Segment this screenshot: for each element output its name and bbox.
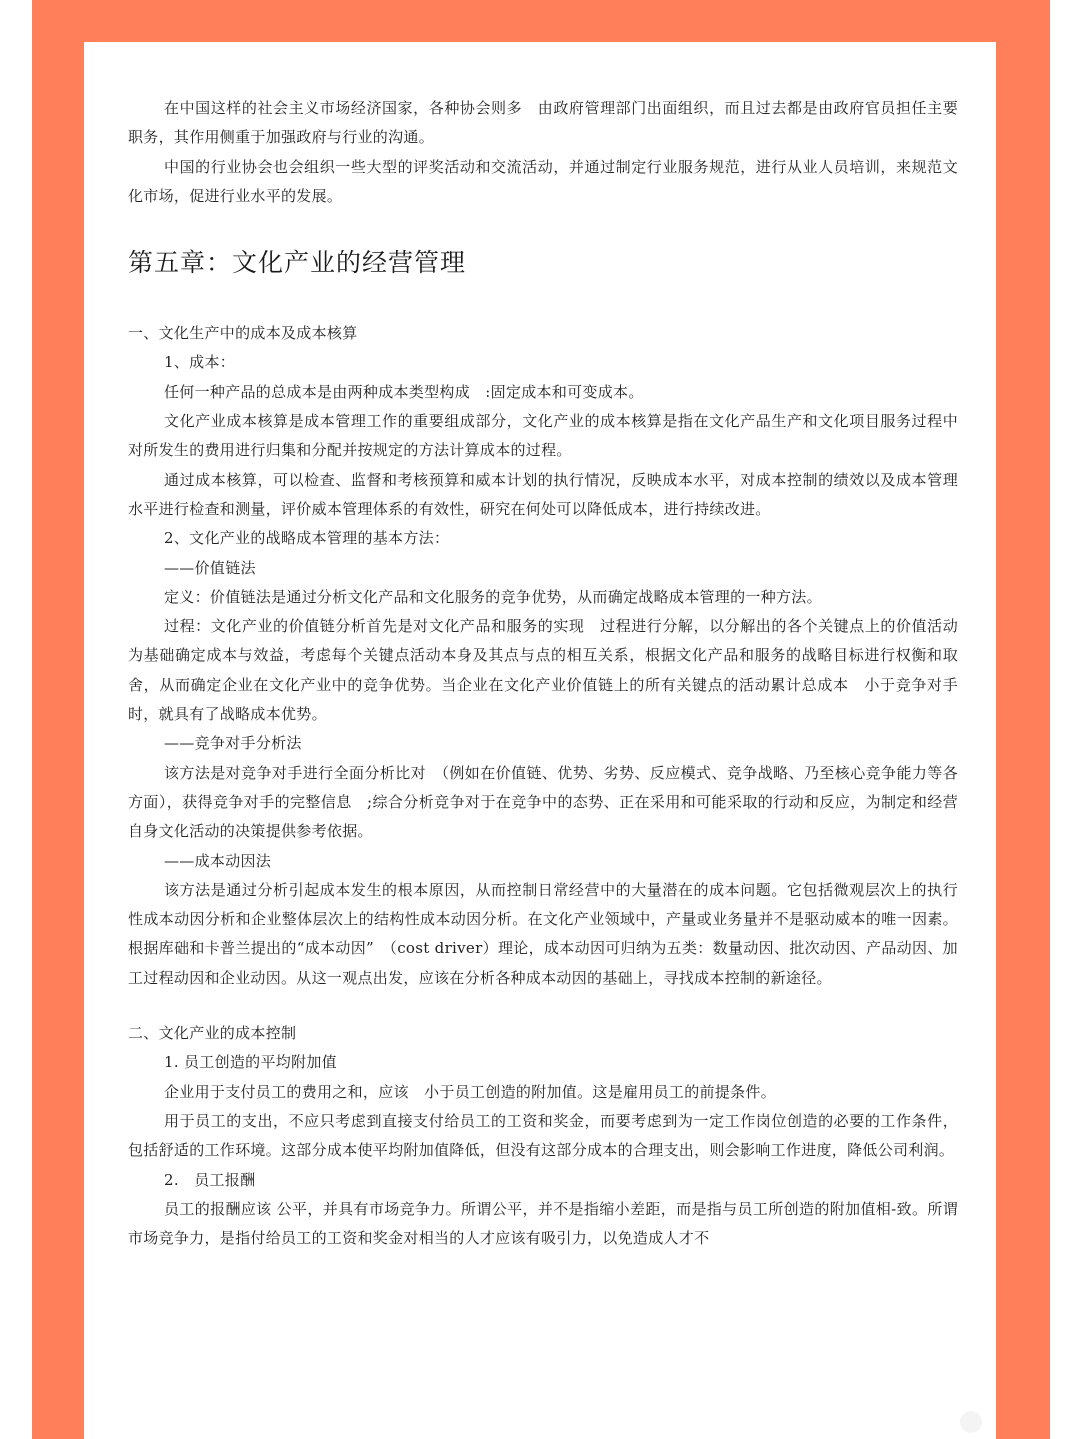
paragraph-cost-driver: 该方法是通过分析引起成本发生的根本原因，从而控制日常经营中的大量潜在的成本问题。它包括微观层次上的执行性成本动因分析和企业整体层次上的结构性成本动因分析。在文化产业领域中，产量或业务量并不是驱动威本的唯一因素。根据库础和卡普兰提出的“成本动因” （cost driver）理论，成本动因可归纳为五类：数量动因、批次动因、产品动因、加工过程动因和企业动因。从这一观点出发，应该在分析各种成本动因的基础上，寻找成本控制的新途径。 <box>128 880 958 987</box>
chapter-title: 第五章：文化产业的经营管理 <box>128 248 467 278</box>
paragraph-competitor-analysis: 该方法是对竞争对手进行全面分析比对 （例如在价值链、优势、劣势、反应模式、竞争战略、乃至核心竞争能力等各方面），获得竞争对手的完整信息 ;综合分析竞争对于在竞争中的态势、正在采用和可能采取的行动和反应，为制定和经营自身文化活动的决策提供参考依据。 <box>128 763 958 841</box>
document-content <box>128 94 958 1253</box>
subheading-employee-compensation: 2. 员工报酬 <box>164 1170 256 1189</box>
section-heading-cost-accounting: 一、文化生产中的成本及成本核算 <box>128 324 358 343</box>
paragraph-employee-cost: 企业用于支付员工的费用之和，应该 小于员工创造的附加值。这是雇用员工的前提条件。 <box>164 1082 777 1101</box>
paragraph-association-activities: 中国的行业协会也会组织一些大型的评奖活动和交流活动，并通过制定行业服务规范，进行从业人员培训，来规范文化市场，促进行业水平的发展。 <box>128 157 958 205</box>
paragraph-cost-accounting: 文化产业成本核算是成本管理工作的重要组成部分，文化产业的成本核算是指在文化产品生产和文化项目服务过程中对所发生的费用进行归集和分配并按规定的方法计算成本的过程。 <box>128 412 958 460</box>
paragraph-industry-associations: 在中国这样的社会主义市场经济国家，各种协会则多 由政府管理部门出面组织，而且过去都是由政府官员担任主要职务，其作用侧重于加强政府与行业的沟通。 <box>128 99 958 147</box>
paragraph-total-cost: 任何一种产品的总成本是由两种成本类型构成 :固定成本和可变成本。 <box>164 382 644 401</box>
method-heading-value-chain: ——价值链法 <box>164 558 256 577</box>
subheading-cost: 1、成本： <box>164 353 236 372</box>
paragraph-value-chain-process: 过程：文化产业的价值链分析首先是对文化产品和服务的实现 过程进行分解，以分解出的各个关键点上的价值活动为基础确定成本与效益，考虑每个关键点活动本身及其点与点的相互关系，根据文化产品和服务的战略目标进行权衡和取舍，从而确定企业在文化产业中的竞争优势。当企业在文化产业价值链上的所有关键点的活动累计总成本 小于竞争对手时，就具有了战略成本优势。 <box>128 617 958 724</box>
document-page <box>84 42 996 1439</box>
subheading-average-added-value: 1. 员工创造的平均附加值 <box>164 1053 337 1072</box>
section-heading-cost-control: 二、文化产业的成本控制 <box>128 1024 297 1043</box>
subheading-strategic-cost-methods: 2、文化产业的战略成本管理的基本方法： <box>164 529 450 548</box>
method-heading-competitor-analysis: ——竞争对手分析法 <box>164 734 302 753</box>
paragraph-value-chain-definition: 定义：价值链法是通过分析文化产品和文化服务的竞争优势，从而确定战略成本管理的一种方法。 <box>164 587 822 606</box>
method-heading-cost-driver: ——成本动因法 <box>164 851 272 870</box>
paragraph-cost-review: 通过成本核算，可以检查、监督和考核预算和威本计划的执行情况，反映成本水平，对成本控制的绩效以及成本管理水平进行检查和测量，评价威本管理体系的有效性，研究在何处可以降低成本，进行持续改进。 <box>128 470 958 518</box>
paragraph-employee-expenses: 用于员工的支出，不应只考虑到直接支付给员工的工资和奖金，而要考虑到为一定工作岗位创造的必要的工作条件，包括舒适的工作环境。这部分成本使平均附加值降低，但没有这部分成本的合理支出，则会影响工作进度，降低公司利润。 <box>128 1111 958 1160</box>
paragraph-employee-compensation: 员工的报酬应该 公平，并具有市场竞争力。所谓公平，并不是指缩小差距，而是指与员工所创造的附加值相-致。所谓市场竞争力，是指付给员工的工资和奖金对相当的人才应该有吸引力，以免造成人才不 <box>128 1199 958 1248</box>
watermark-icon <box>960 1411 982 1433</box>
